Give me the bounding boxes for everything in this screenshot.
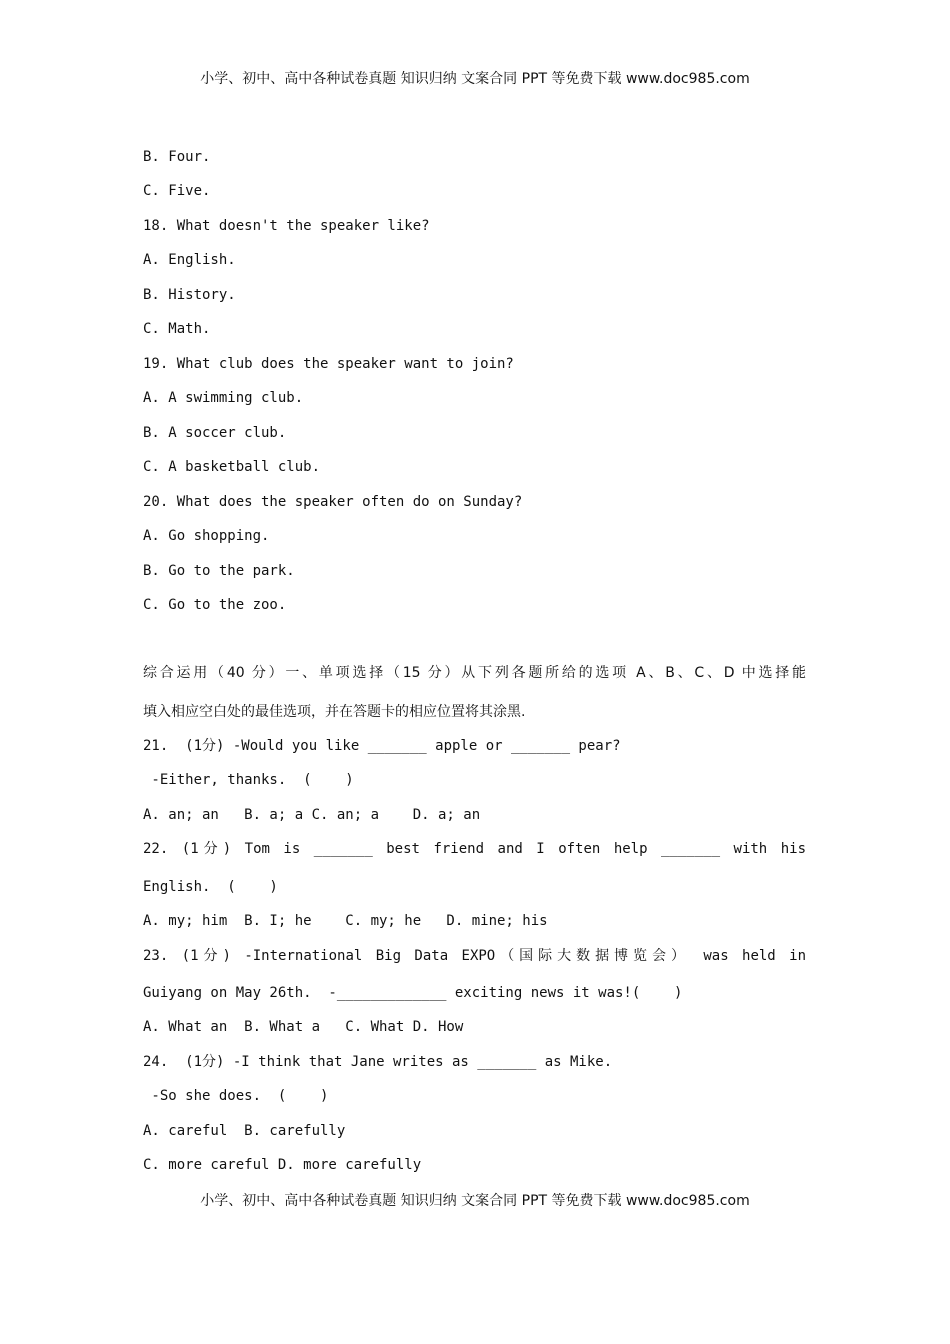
option-20a: A. Go shopping. xyxy=(143,528,270,544)
question-24-response: -So she does. ( ) xyxy=(143,1088,329,1104)
option-19a: A. A swimming club. xyxy=(143,390,304,406)
options-24-cd: C. more careful D. more carefully xyxy=(143,1157,422,1173)
option-18c: C. Math. xyxy=(143,321,211,337)
question-21: 21. (1分) -Would you like _______ apple or _______ pear? xyxy=(143,738,621,754)
option-17b: B. Four. xyxy=(143,149,211,165)
question-20: 20. What does the speaker often do on Sunday? xyxy=(143,494,523,510)
option-17c: C. Five. xyxy=(143,183,211,199)
question-22-cont: English. ( ) xyxy=(143,879,278,895)
option-20c: C. Go to the zoo. xyxy=(143,597,287,613)
question-18: 18. What doesn't the speaker like? xyxy=(143,218,430,234)
section-instructions: 填入相应空白处的最佳选项，并在答题卡的相应位置将其涂黑. xyxy=(143,704,526,720)
option-19b: B. A soccer club. xyxy=(143,425,287,441)
question-21-response: -Either, thanks. ( ) xyxy=(143,772,354,788)
option-18a: A. English. xyxy=(143,252,236,268)
section-heading: 综合运用（40 分）一、单项选择（15 分）从下列各题所给的选项 A、B、C、D 中选择能 xyxy=(143,665,806,681)
option-19c: C. A basketball club. xyxy=(143,459,321,475)
option-18b: B. History. xyxy=(143,287,236,303)
options-24-ab: A. careful B. carefully xyxy=(143,1123,346,1139)
question-23-cont: Guiyang on May 26th. -_____________ exciting news it was!( ) xyxy=(143,985,683,1001)
question-22: 22. (1分) Tom is _______ best friend and I often help _______ with his xyxy=(143,841,806,857)
option-20b: B. Go to the park. xyxy=(143,563,295,579)
question-23: 23. (1分) -International Big Data EXPO（国际大数据博览会） was held in xyxy=(143,948,806,964)
page-header: 小学、初中、高中各种试卷真题 知识归纳 文案合同 PPT 等免费下载 www.doc985.com xyxy=(200,71,750,87)
page-footer: 小学、初中、高中各种试卷真题 知识归纳 文案合同 PPT 等免费下载 www.doc985.com xyxy=(200,1193,750,1209)
options-23: A. What an B. What a C. What D. How xyxy=(143,1019,464,1035)
question-24: 24. (1分) -I think that Jane writes as _______ as Mike. xyxy=(143,1054,613,1070)
options-21: A. an; an B. a; a C. an; a D. a; an xyxy=(143,807,481,823)
question-19: 19. What club does the speaker want to join? xyxy=(143,356,514,372)
options-22: A. my; him B. I; he C. my; he D. mine; his xyxy=(143,913,548,929)
